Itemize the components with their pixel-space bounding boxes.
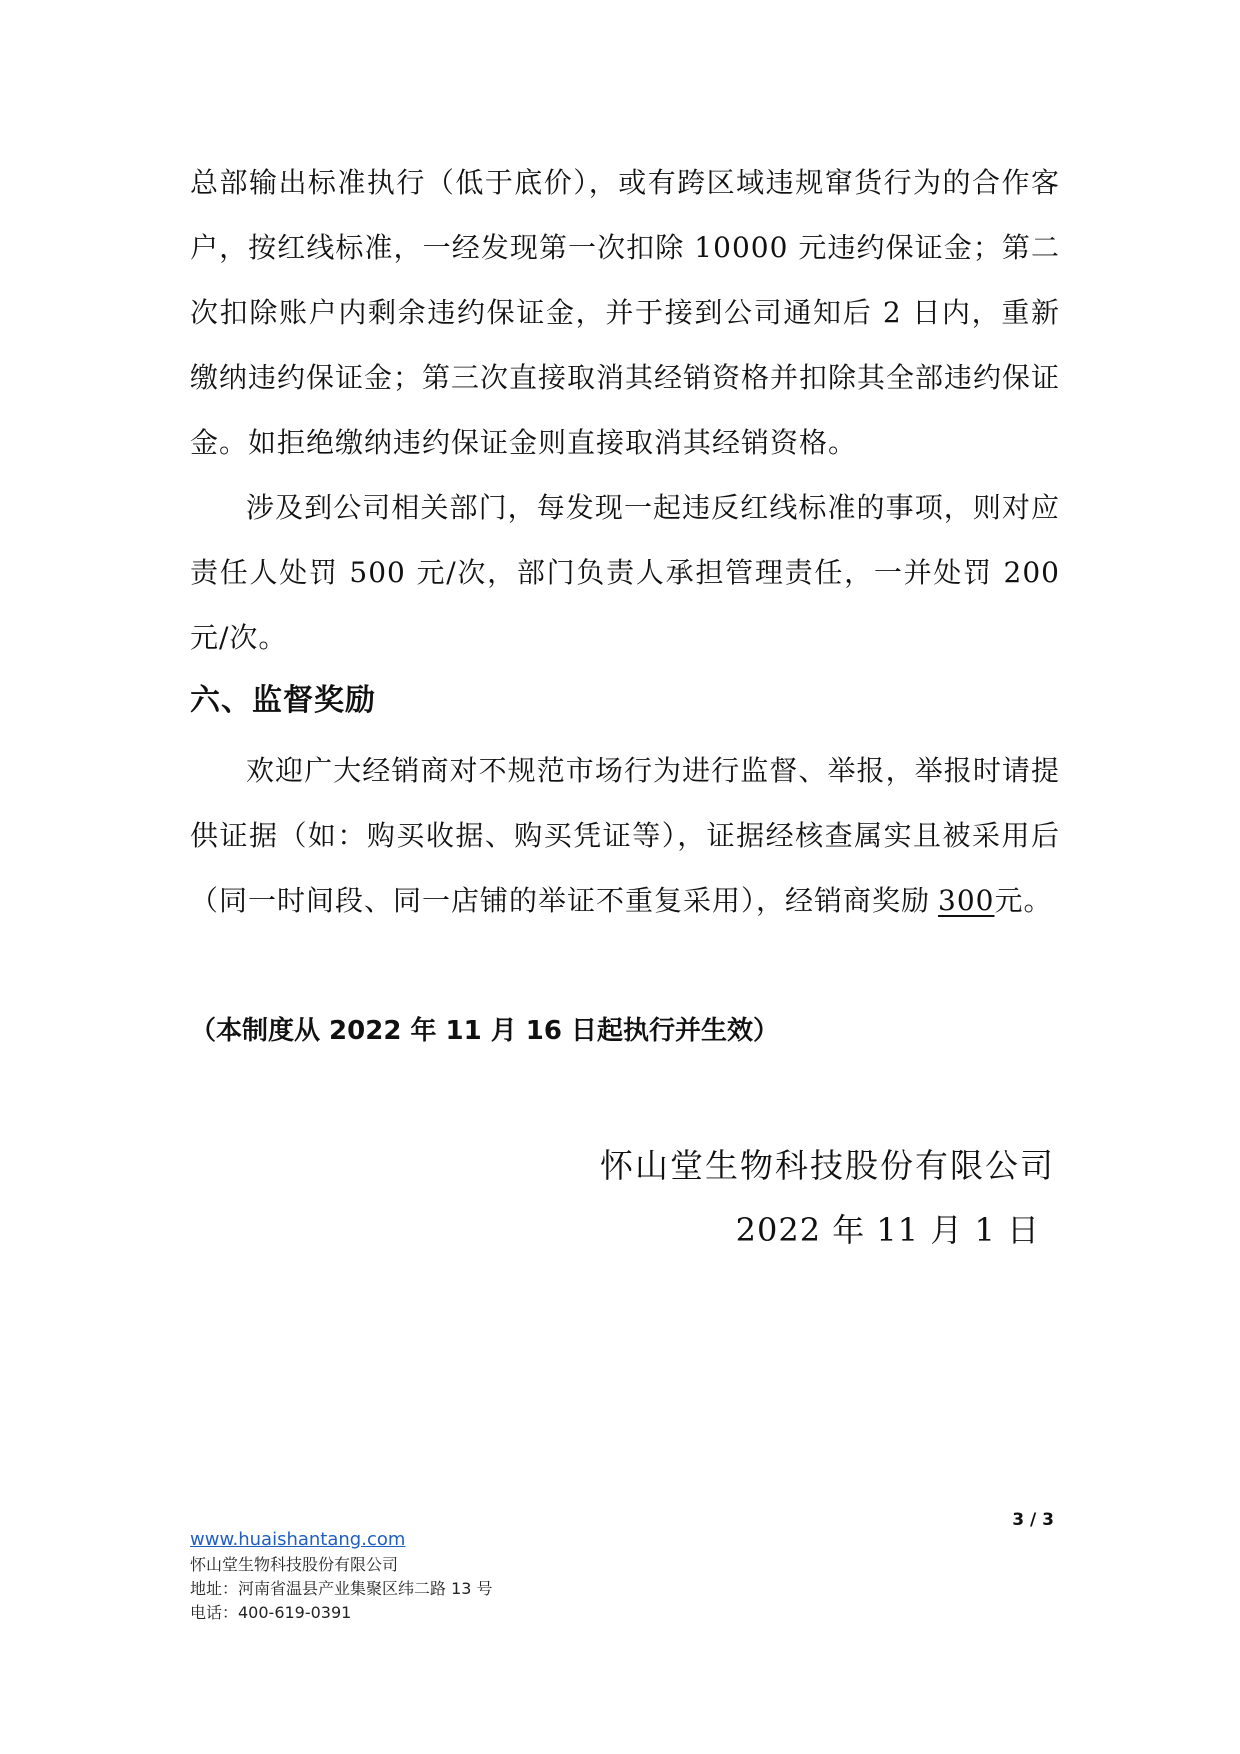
effective-date-note: （本制度从 2022 年 11 月 16 日起执行并生效）	[190, 1016, 780, 1046]
paragraph-reward	[190, 738, 1060, 933]
footer-address: 地址：河南省温县产业集聚区纬二路 13 号	[190, 1579, 493, 1598]
footer-company: 怀山堂生物科技股份有限公司	[190, 1555, 399, 1574]
reward-suffix: 元。	[994, 884, 1053, 917]
section-heading-supervision-reward: 六、监督奖励	[190, 683, 376, 718]
signature-company: 怀山堂生物科技股份有限公司	[600, 1146, 1055, 1185]
footer-website-link[interactable]: www.huaishantang.com	[190, 1529, 406, 1550]
paragraph-department-penalty: 涉及到公司相关部门，每发现一起违反红线标准的事项，则对应责任人处罚 500 元/次，部门负责人承担管理责任，一并处罚 200 元/次。	[190, 491, 1060, 654]
paragraph-red-line-penalty: 总部输出标准执行（低于底价），或有跨区域违规窜货行为的合作客户，按红线标准，一经发现第一次扣除 10000 元违约保证金；第二次扣除账户内剩余违约保证金，并于接到公司通知后 2 日内，重新缴纳违约保证金；第三次直接取消其经销资格并扣除其全部违约保证金。如拒绝缴纳违约保证金则直接取消其经销资格。	[190, 166, 1061, 459]
signature-date: 2022 年 11 月 1 日	[735, 1211, 1040, 1249]
reward-amount: 300	[938, 884, 995, 917]
footer	[190, 1527, 493, 1625]
page-number: 3 / 3	[1012, 1510, 1054, 1530]
reward-text: 欢迎广大经销商对不规范市场行为进行监督、举报，举报时请提供证据（如：购买收据、购买凭证等），证据经核查属实且被采用后（同一时间段、同一店铺的举证不重复采用），经销商奖励	[190, 754, 1060, 917]
footer-phone: 电话：400-619-0391	[190, 1603, 352, 1622]
